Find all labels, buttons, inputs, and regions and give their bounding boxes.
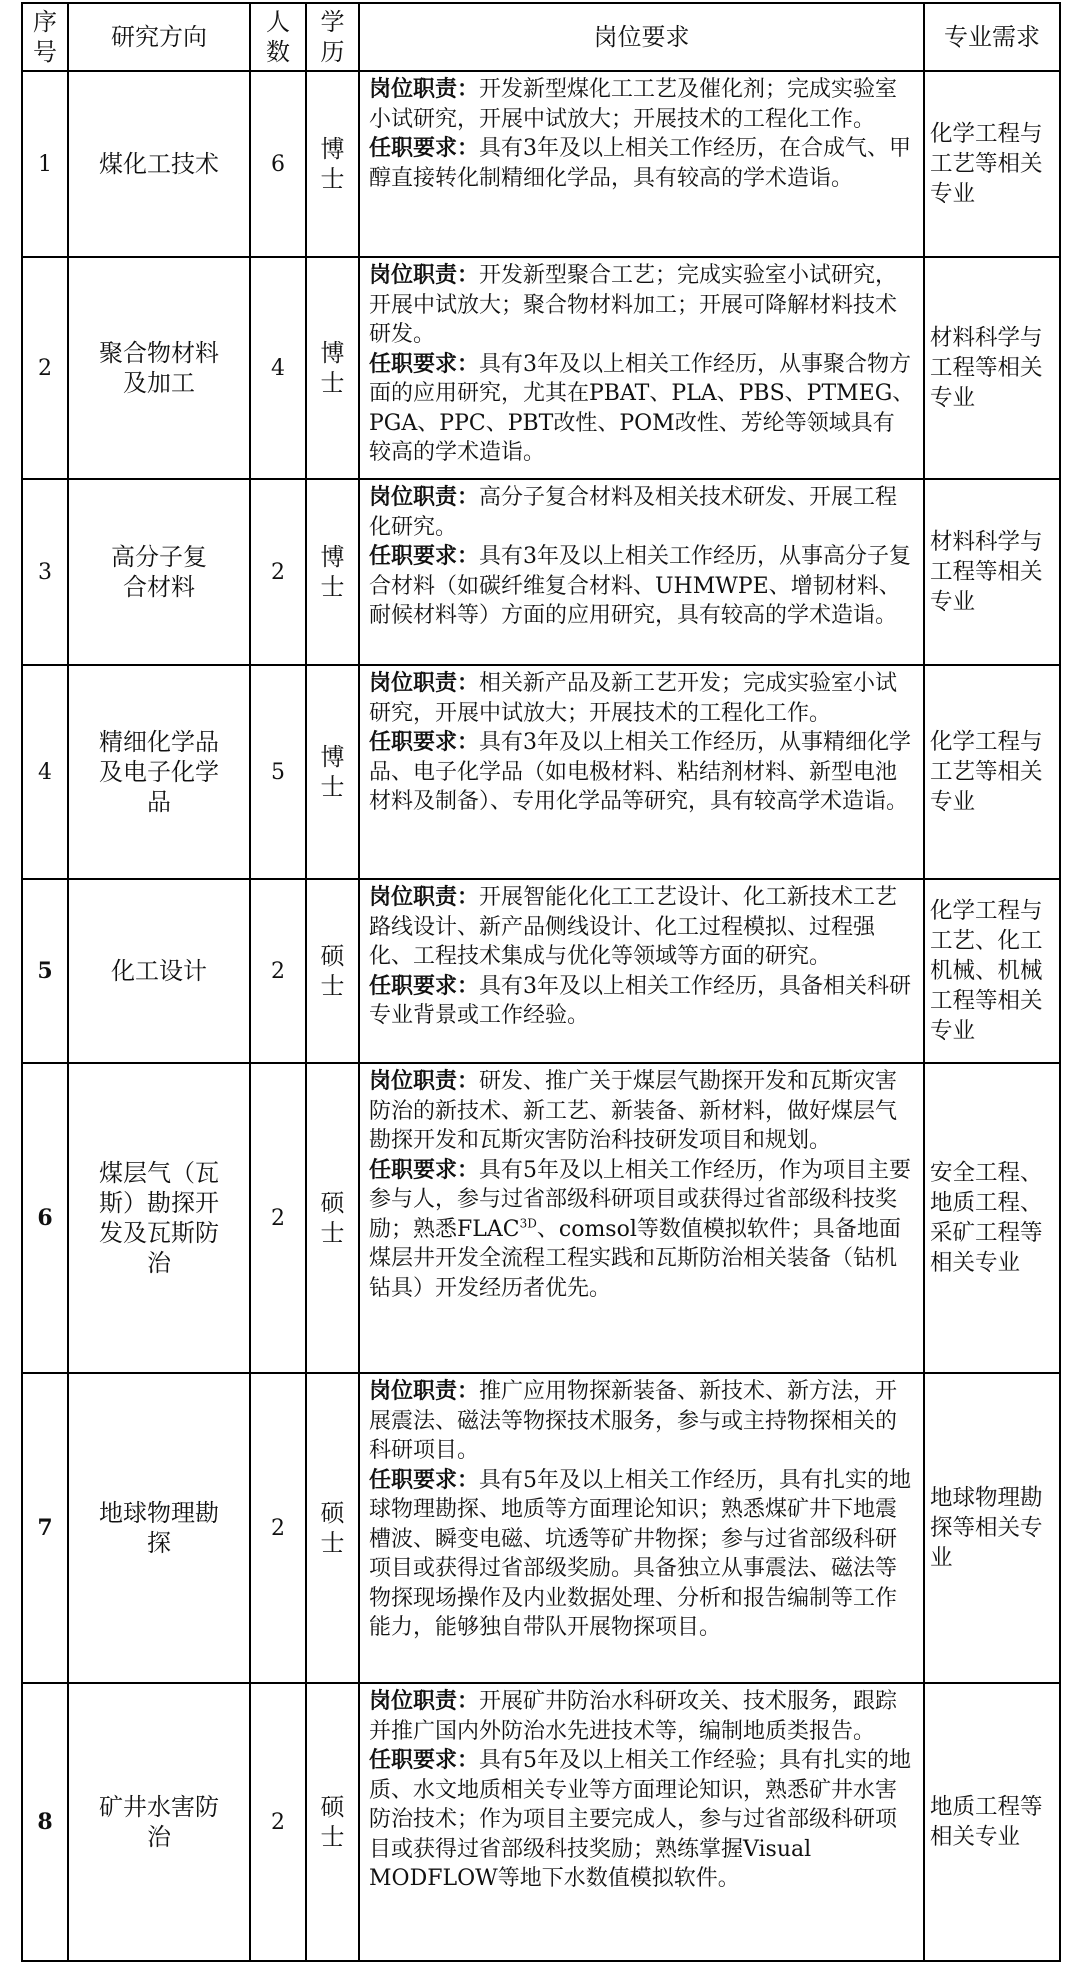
duty-text: 推广应用物探新装备、新技术、新方法，开展震法、磁法等物探技术服务，参与或主持物探相关的科研项目。 xyxy=(369,1379,898,1463)
row-major: 化学工程与工艺等相关专业 xyxy=(924,71,1060,257)
duty-text: 研发、推广关于煤层气勘探开发和瓦斯灾害防治的新技术、新工艺、新装备、新材料，做好煤层气勘探开发和瓦斯灾害防治科技研发项目和规划。 xyxy=(369,1069,898,1153)
duty-label: 岗位职责： xyxy=(369,1688,480,1714)
table-row xyxy=(22,1683,1060,1961)
qual-text: 具有5年及以上相关工作经历，作为项目主要参与人，参与过省部级科研项目或获得过省部级科技奖励；熟悉FLAC xyxy=(369,1157,912,1242)
row-requirements xyxy=(359,665,924,879)
job-table xyxy=(21,2,1061,1962)
qual-text: 具有5年及以上相关工作经历，具有扎实的地球物理勘探、地质等方面理论知识；熟悉煤矿井下地震槽波、瞬变电磁、坑透等矿井物探；参与过省部级科研项目或获得过省部级奖励。具备独立从事震法、磁法等物探现场操作及内业数据处理、分析和报告编制等工作能力，能够独自带队开展物探项目。 xyxy=(369,1467,912,1640)
duty-label: 岗位职责： xyxy=(369,262,480,288)
row-major: 地球物理勘探等相关专业 xyxy=(924,1373,1060,1683)
row-major: 化学工程与工艺、化工机械、机械工程等相关专业 xyxy=(924,879,1060,1063)
qual-text: 具有3年及以上相关工作经历，从事精细化学品、电子化学品（如电极材料、粘结剂材料、新型电池材料及制备）、专用化学品等研究，具有较高学术造诣。 xyxy=(369,730,912,814)
qual-text: 具有5年及以上相关工作经验；具有扎实的地质、水文地质相关专业等方面理论知识，熟悉矿井水害防治技术；作为项目主要完成人，参与过省部级科研项目或获得过省部级科技奖励；熟练掌握Visual MODFLOW等地下水数值模拟软件。 xyxy=(369,1748,912,1891)
row-major: 安全工程、地质工程、采矿工程等相关专业 xyxy=(924,1063,1060,1373)
duty-text: 开发新型煤化工工艺及催化剂；完成实验室小试研究，开展中试放大；开展技术的工程化工作。 xyxy=(369,77,898,132)
row-education: 硕士 xyxy=(306,1063,359,1373)
row-count: 2 xyxy=(250,1063,306,1373)
table-row xyxy=(22,71,1060,257)
row-education: 硕士 xyxy=(306,879,359,1063)
qual-label: 任职要求： xyxy=(369,1747,480,1773)
row-seq: 6 xyxy=(22,1063,68,1373)
row-direction: 化工设计 xyxy=(68,879,250,1063)
qual-text: 具有3年及以上相关工作经历，在合成气、甲醇直接转化制精细化学品，具有较高的学术造诣。 xyxy=(369,136,912,191)
duty-text: 开展智能化化工工艺设计、化工新技术工艺路线设计、新产品侧线设计、化工过程模拟、过程强化、工程技术集成与优化等领域等方面的研究。 xyxy=(369,885,898,969)
row-seq: 7 xyxy=(22,1373,68,1683)
row-requirements xyxy=(359,257,924,479)
qual-label: 任职要求： xyxy=(369,135,480,161)
duty-label: 岗位职责： xyxy=(369,76,480,102)
row-seq: 5 xyxy=(22,879,68,1063)
row-education: 博士 xyxy=(306,257,359,479)
qual-label: 任职要求： xyxy=(369,729,480,755)
qual-label: 任职要求： xyxy=(369,1156,480,1183)
row-count: 2 xyxy=(250,1373,306,1683)
header-requirements: 岗位要求 xyxy=(359,3,924,71)
row-major: 材料科学与工程等相关专业 xyxy=(924,257,1060,479)
row-seq: 4 xyxy=(22,665,68,879)
table-row xyxy=(22,1063,1060,1373)
duty-label: 岗位职责： xyxy=(369,1068,480,1094)
row-count: 5 xyxy=(250,665,306,879)
row-direction: 精细化学品及电子化学品 xyxy=(68,665,250,879)
duty-text: 开展矿井防治水科研攻关、技术服务，跟踪并推广国内外防治水先进技术等，编制地质类报告。 xyxy=(369,1689,898,1744)
header-count: 人数 xyxy=(250,3,306,71)
duty-label: 岗位职责： xyxy=(369,1378,480,1404)
header-seq: 序号 xyxy=(22,3,68,71)
table-row xyxy=(22,479,1060,665)
header-education: 学历 xyxy=(306,3,359,71)
qual-label: 任职要求： xyxy=(369,350,480,377)
qual-text: 具有3年及以上相关工作经历，具备相关科研专业背景或工作经验。 xyxy=(369,973,912,1028)
header-major: 专业需求 xyxy=(924,3,1060,71)
row-requirements xyxy=(359,1683,924,1961)
table-row xyxy=(22,665,1060,879)
qual-label: 任职要求： xyxy=(369,972,480,999)
row-seq: 2 xyxy=(22,257,68,479)
row-direction: 矿井水害防治 xyxy=(68,1683,250,1961)
table-row xyxy=(22,1373,1060,1683)
row-requirements xyxy=(359,879,924,1063)
row-direction: 煤化工技术 xyxy=(68,71,250,257)
row-education: 博士 xyxy=(306,479,359,665)
row-count: 2 xyxy=(250,879,306,1063)
row-seq: 8 xyxy=(22,1683,68,1961)
row-education: 博士 xyxy=(306,71,359,257)
row-education: 硕士 xyxy=(306,1373,359,1683)
row-count: 6 xyxy=(250,71,306,257)
row-direction: 煤层气（瓦斯）勘探开发及瓦斯防治 xyxy=(68,1063,250,1373)
row-direction: 聚合物材料及加工 xyxy=(68,257,250,479)
qual-text-cont: 、comsol等数值模拟软件；具备地面煤层井开发全流程工程实践和瓦斯防治相关装备（钻机钻具）开发经历者优先。 xyxy=(369,1216,901,1301)
row-education: 硕士 xyxy=(306,1683,359,1961)
row-seq: 1 xyxy=(22,71,68,257)
qual-superscript: 3D xyxy=(519,1216,537,1231)
qual-label: 任职要求： xyxy=(369,1466,480,1493)
duty-text: 相关新产品及新工艺开发；完成实验室小试研究，开展中试放大；开展技术的工程化工作。 xyxy=(369,671,898,726)
row-major: 化学工程与工艺等相关专业 xyxy=(924,665,1060,879)
row-requirements xyxy=(359,1373,924,1683)
table-row xyxy=(22,879,1060,1063)
table-header-row xyxy=(22,3,1060,71)
row-major: 材料科学与工程等相关专业 xyxy=(924,479,1060,665)
row-requirements xyxy=(359,71,924,257)
duty-label: 岗位职责： xyxy=(369,884,480,910)
qual-text: 具有3年及以上相关工作经历，从事高分子复合材料（如碳纤维复合材料、UHMWPE、增韧材料、耐候材料等）方面的应用研究，具有较高的学术造诣。 xyxy=(369,544,912,628)
row-count: 2 xyxy=(250,479,306,665)
qual-text: 具有3年及以上相关工作经历，从事聚合物方面的应用研究，尤其在PBAT、PLA、PBS、PTMEG、PGA、PPC、PBT改性、POM改性、芳纶等领域具有较高的学术造诣。 xyxy=(369,351,915,465)
row-seq: 3 xyxy=(22,479,68,665)
row-count: 2 xyxy=(250,1683,306,1961)
row-direction: 地球物理勘探 xyxy=(68,1373,250,1683)
qual-label: 任职要求： xyxy=(369,543,480,569)
row-count: 4 xyxy=(250,257,306,479)
row-requirements xyxy=(359,1063,924,1373)
table-row xyxy=(22,257,1060,479)
duty-label: 岗位职责： xyxy=(369,670,480,696)
row-education: 博士 xyxy=(306,665,359,879)
header-direction: 研究方向 xyxy=(68,3,250,71)
row-requirements xyxy=(359,479,924,665)
row-direction: 高分子复合材料 xyxy=(68,479,250,665)
duty-text: 高分子复合材料及相关技术研发、开展工程化研究。 xyxy=(369,485,898,540)
row-major: 地质工程等相关专业 xyxy=(924,1683,1060,1961)
duty-label: 岗位职责： xyxy=(369,484,480,510)
duty-text: 开发新型聚合工艺；完成实验室小试研究，开展中试放大；聚合物材料加工；开展可降解材料技术研发。 xyxy=(369,263,898,347)
